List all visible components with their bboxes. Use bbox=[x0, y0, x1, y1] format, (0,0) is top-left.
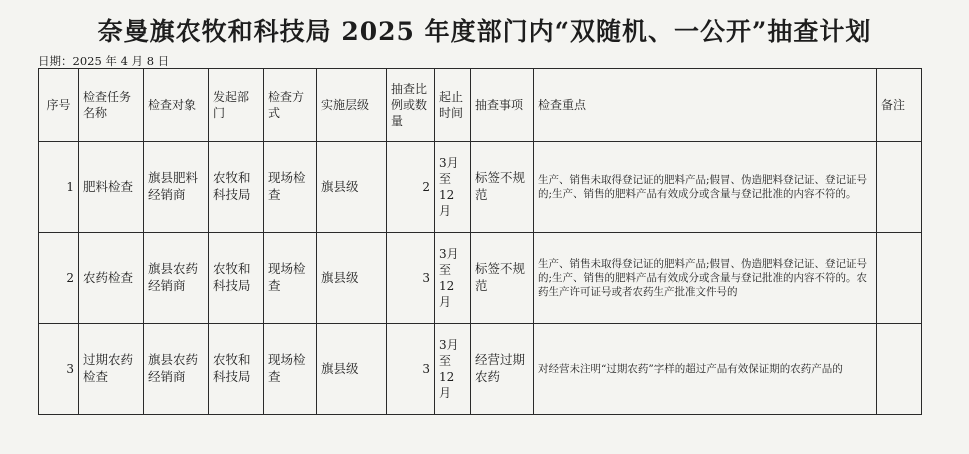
cell-issue: 经营过期农药 bbox=[471, 324, 534, 415]
table-header-row bbox=[39, 69, 922, 142]
cell-focus: 生产、销售未取得登记证的肥料产品;假冒、伪造肥料登记证、登记证号的;生产、销售的肥料产品有效成分或含量与登记批准的内容不符的。 bbox=[534, 142, 877, 233]
cell-note bbox=[877, 233, 922, 324]
table-row bbox=[39, 233, 922, 324]
cell-ratio: 3 bbox=[387, 233, 435, 324]
cell-level: 旗县级 bbox=[317, 142, 387, 233]
cell-issue: 标签不规范 bbox=[471, 233, 534, 324]
cell-ratio: 2 bbox=[387, 142, 435, 233]
cell-dept: 农牧和科技局 bbox=[209, 233, 264, 324]
cell-object: 旗县农药经销商 bbox=[144, 324, 209, 415]
header-issue: 抽查事项 bbox=[471, 69, 534, 142]
header-ratio: 抽查比例或数量 bbox=[387, 69, 435, 142]
table-row bbox=[39, 142, 922, 233]
cell-time: 3月至12月 bbox=[435, 324, 471, 415]
cell-dept: 农牧和科技局 bbox=[209, 142, 264, 233]
cell-item: 农药检查 bbox=[79, 233, 144, 324]
cell-no: 1 bbox=[39, 142, 79, 233]
header-focus: 检查重点 bbox=[534, 69, 877, 142]
cell-time: 3月至12月 bbox=[435, 142, 471, 233]
header-time: 起止时间 bbox=[435, 69, 471, 142]
cell-item: 肥料检查 bbox=[79, 142, 144, 233]
cell-ratio: 3 bbox=[387, 324, 435, 415]
header-dept: 发起部门 bbox=[209, 69, 264, 142]
inspection-plan-table bbox=[38, 68, 922, 415]
cell-method: 现场检查 bbox=[264, 142, 317, 233]
cell-time: 3月至12月 bbox=[435, 233, 471, 324]
document-date: 日期：2025 年 4 月 8 日 bbox=[38, 54, 170, 68]
cell-focus: 生产、销售未取得登记证的肥料产品;假冒、伪造肥料登记证、登记证号的;生产、销售的肥料产品有效成分或含量与登记批准的内容不符的。农药生产许可证号或者农药生产批准文件号的 bbox=[534, 233, 877, 324]
header-item: 检查任务名称 bbox=[79, 69, 144, 142]
table-row bbox=[39, 324, 922, 415]
cell-focus: 对经营未注明“过期农药”字样的超过产品有效保证期的农药产品的 bbox=[534, 324, 877, 415]
cell-no: 3 bbox=[39, 324, 79, 415]
cell-note bbox=[877, 324, 922, 415]
header-note: 备注 bbox=[877, 69, 922, 142]
cell-dept: 农牧和科技局 bbox=[209, 324, 264, 415]
cell-item: 过期农药检查 bbox=[79, 324, 144, 415]
cell-issue: 标签不规范 bbox=[471, 142, 534, 233]
cell-object: 旗县农药经销商 bbox=[144, 233, 209, 324]
cell-note bbox=[877, 142, 922, 233]
cell-method: 现场检查 bbox=[264, 324, 317, 415]
cell-level: 旗县级 bbox=[317, 233, 387, 324]
cell-no: 2 bbox=[39, 233, 79, 324]
header-method: 检查方式 bbox=[264, 69, 317, 142]
header-level: 实施层级 bbox=[317, 69, 387, 142]
header-object: 检查对象 bbox=[144, 69, 209, 142]
document-title: 奈曼旗农牧和科技局 2025 年度部门内“双随机、一公开”抽查计划 bbox=[97, 17, 872, 46]
cell-method: 现场检查 bbox=[264, 233, 317, 324]
cell-object: 旗县肥料经销商 bbox=[144, 142, 209, 233]
cell-level: 旗县级 bbox=[317, 324, 387, 415]
header-no: 序号 bbox=[39, 69, 79, 142]
